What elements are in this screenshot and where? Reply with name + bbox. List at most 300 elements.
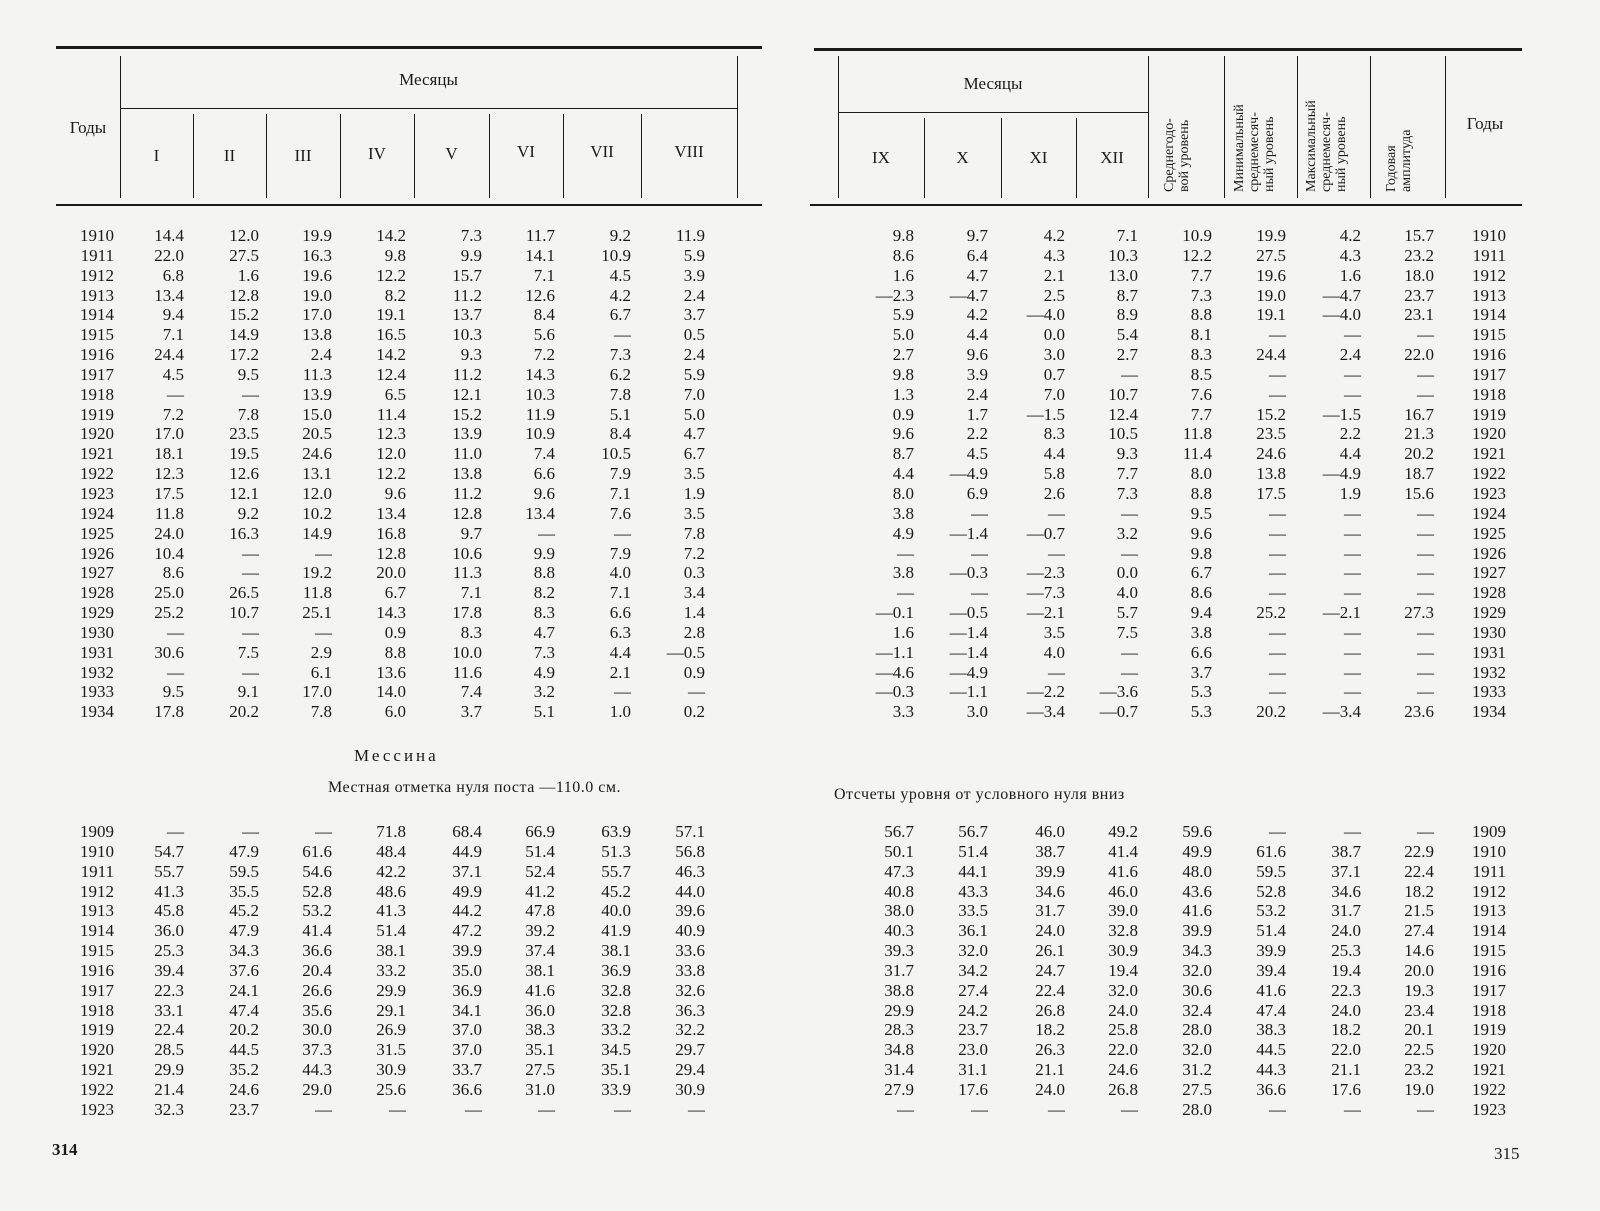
table-cell: 12.2 bbox=[376, 265, 406, 285]
table-cell: 17.6 bbox=[1331, 1079, 1361, 1099]
table-cell: 7.1 bbox=[1116, 226, 1138, 245]
table-cell: 1921 bbox=[1472, 444, 1506, 464]
table-cell: — bbox=[1344, 622, 1361, 642]
table-cell: 19.4 bbox=[1108, 960, 1138, 980]
table-cell: 5.0 bbox=[892, 325, 914, 345]
table-cell: 3.0 bbox=[966, 702, 988, 722]
table-cell: 9.6 bbox=[966, 345, 988, 365]
table-cell: 39.4 bbox=[154, 960, 184, 980]
table-cell: 27.3 bbox=[1404, 603, 1434, 623]
table-cell: 3.8 bbox=[892, 563, 914, 583]
table-cell: 35.0 bbox=[452, 960, 482, 980]
table-cell: 33.9 bbox=[601, 1079, 631, 1099]
table-cell: 0.0 bbox=[1043, 325, 1065, 345]
table-cell: 1909 bbox=[1472, 822, 1506, 841]
table-cell: 19.4 bbox=[1331, 960, 1361, 980]
table-cell: 17.8 bbox=[154, 702, 184, 722]
table-cell: 1915 bbox=[1472, 325, 1506, 345]
min-level-column bbox=[1224, 822, 1286, 1120]
months-underline bbox=[838, 112, 1148, 113]
table-cell: 4.7 bbox=[683, 424, 705, 444]
table-cell: 47.2 bbox=[452, 921, 482, 941]
table-cell: 4.4 bbox=[966, 325, 988, 345]
table-cell: 9.8 bbox=[892, 364, 914, 384]
table-cell: 10.6 bbox=[452, 543, 482, 563]
month-column bbox=[414, 822, 482, 1120]
table-cell: 26.5 bbox=[229, 583, 259, 603]
table-cell: 39.9 bbox=[452, 941, 482, 961]
months-header: Месяцы bbox=[963, 74, 1023, 93]
table-cell: 2.4 bbox=[966, 384, 988, 404]
table-cell: 32.0 bbox=[1182, 1040, 1212, 1060]
table-cell: 1920 bbox=[80, 1040, 114, 1060]
table-cell: 35.5 bbox=[229, 881, 259, 901]
table-cell: 1923 bbox=[1472, 1099, 1506, 1119]
table-cell: 5.9 bbox=[683, 245, 705, 265]
table-cell: 24.0 bbox=[1035, 921, 1065, 941]
table-cell: 1.3 bbox=[892, 384, 914, 404]
table-cell: — bbox=[1344, 1099, 1361, 1119]
table-cell: 3.4 bbox=[683, 583, 705, 603]
table-cell: — bbox=[315, 1099, 332, 1119]
table-cell: 6.6 bbox=[533, 464, 555, 484]
table-cell: — bbox=[1344, 662, 1361, 682]
table-cell: 8.0 bbox=[892, 483, 914, 503]
table-cell: 36.0 bbox=[154, 921, 184, 941]
table-cell: 10.9 bbox=[1182, 226, 1212, 245]
table-cell: 19.9 bbox=[1256, 226, 1286, 245]
month-column bbox=[1001, 226, 1065, 722]
table-cell: 36.0 bbox=[525, 1000, 555, 1020]
table-cell: 20.0 bbox=[376, 563, 406, 583]
table-cell: — bbox=[614, 682, 631, 702]
table-cell: 3.5 bbox=[683, 503, 705, 523]
table-cell: 1917 bbox=[1472, 980, 1506, 1000]
table-cell: 26.8 bbox=[1108, 1079, 1138, 1099]
table-cell: 7.1 bbox=[460, 583, 482, 603]
table-cell: —2.1 bbox=[1026, 603, 1065, 623]
col-divider bbox=[1297, 56, 1298, 198]
mean-level-column bbox=[1148, 822, 1212, 1120]
table-cell: 11.8 bbox=[1182, 424, 1212, 444]
table-cell: 4.4 bbox=[1043, 444, 1065, 464]
table-cell: 44.0 bbox=[675, 881, 705, 901]
table-cell: 20.2 bbox=[1404, 444, 1434, 464]
table-cell: 8.3 bbox=[460, 622, 482, 642]
month-column bbox=[193, 226, 259, 722]
table-cell: 15.2 bbox=[452, 404, 482, 424]
table-cell: 24.4 bbox=[154, 345, 184, 365]
table-cell: 29.7 bbox=[675, 1040, 705, 1060]
table-cell: 1912 bbox=[1472, 265, 1506, 285]
table-cell: 41.3 bbox=[376, 901, 406, 921]
table-cell: 43.6 bbox=[1182, 881, 1212, 901]
table-cell: 25.3 bbox=[154, 941, 184, 961]
table-cell: 14.2 bbox=[376, 226, 406, 245]
table-cell: 37.1 bbox=[452, 861, 482, 881]
table-cell: —4.0 bbox=[1322, 305, 1361, 325]
table-cell: 4.0 bbox=[609, 563, 631, 583]
table-cell: 32.8 bbox=[1108, 921, 1138, 941]
table-cell: — bbox=[1344, 364, 1361, 384]
table-cell: 23.6 bbox=[1404, 702, 1434, 722]
table-cell: —0.5 bbox=[666, 642, 705, 662]
table-cell: 9.2 bbox=[609, 226, 631, 245]
table-cell: 33.1 bbox=[154, 1000, 184, 1020]
table-cell: 1915 bbox=[80, 941, 114, 961]
table-cell: 3.9 bbox=[966, 364, 988, 384]
mean-level-header: Среднегодо- вой уровень bbox=[1162, 118, 1192, 192]
table-cell: 32.8 bbox=[601, 980, 631, 1000]
header-bottom-rule bbox=[810, 204, 1522, 206]
table-cell: 22.4 bbox=[1404, 861, 1434, 881]
table-cell: 13.7 bbox=[452, 305, 482, 325]
table-cell: 6.5 bbox=[384, 384, 406, 404]
table-cell: 23.1 bbox=[1404, 305, 1434, 325]
table-cell: 1927 bbox=[1472, 563, 1506, 583]
table-cell: — bbox=[167, 662, 184, 682]
table-cell: 1916 bbox=[80, 960, 114, 980]
table-cell: 17.0 bbox=[302, 682, 332, 702]
table-cell: 51.4 bbox=[525, 841, 555, 861]
table-cell: —3.4 bbox=[1322, 702, 1361, 722]
table-cell: 5.0 bbox=[683, 404, 705, 424]
table-cell: 22.4 bbox=[154, 1020, 184, 1040]
table-cell: 15.6 bbox=[1404, 483, 1434, 503]
table-cell: —1.5 bbox=[1322, 404, 1361, 424]
table-cell: 17.5 bbox=[154, 483, 184, 503]
table-cell: 24.6 bbox=[1256, 444, 1286, 464]
table-cell: 12.4 bbox=[376, 364, 406, 384]
table-cell: 1918 bbox=[1472, 1000, 1506, 1020]
table-cell: 9.4 bbox=[1190, 603, 1212, 623]
table-cell: — bbox=[1269, 682, 1286, 702]
table-cell: 8.7 bbox=[892, 444, 914, 464]
table-cell: 1913 bbox=[80, 901, 114, 921]
table-cell: 18.0 bbox=[1404, 265, 1434, 285]
table-cell: 23.7 bbox=[958, 1020, 988, 1040]
table-cell: — bbox=[1121, 642, 1138, 662]
table-cell: 27.4 bbox=[1404, 921, 1434, 941]
table-cell: 1.9 bbox=[1339, 483, 1361, 503]
table-cell: 1.7 bbox=[966, 404, 988, 424]
table-cell: 32.0 bbox=[1182, 960, 1212, 980]
table-cell: 34.6 bbox=[1035, 881, 1065, 901]
table-cell: 1919 bbox=[1472, 1020, 1506, 1040]
table-cell: 4.5 bbox=[609, 265, 631, 285]
table-cell: 31.7 bbox=[1331, 901, 1361, 921]
table-cell: 13.4 bbox=[154, 285, 184, 305]
table-cell: 33.2 bbox=[376, 960, 406, 980]
table-cell: 13.4 bbox=[376, 503, 406, 523]
table-cell: 51.3 bbox=[601, 841, 631, 861]
table-cell: 13.8 bbox=[302, 325, 332, 345]
table-cell: 9.2 bbox=[237, 503, 259, 523]
table-cell: 19.0 bbox=[302, 285, 332, 305]
table-cell: 1919 bbox=[80, 1020, 114, 1040]
table-cell: 39.4 bbox=[1256, 960, 1286, 980]
table-cell: 1931 bbox=[1472, 642, 1506, 662]
table-cell: 8.2 bbox=[533, 583, 555, 603]
table-cell: 8.3 bbox=[1043, 424, 1065, 444]
table-cell: 44.5 bbox=[1256, 1040, 1286, 1060]
table-cell: —2.3 bbox=[1026, 563, 1065, 583]
table-cell: 16.7 bbox=[1404, 404, 1434, 424]
table-cell: 29.4 bbox=[675, 1060, 705, 1080]
table-cell: 3.5 bbox=[1043, 622, 1065, 642]
table-cell: 39.6 bbox=[675, 901, 705, 921]
table-cell: 47.3 bbox=[884, 861, 914, 881]
month-column bbox=[266, 226, 332, 722]
month-header-VIII: VIII bbox=[674, 142, 704, 161]
table-cell: 1915 bbox=[1472, 941, 1506, 961]
table-cell: — bbox=[242, 543, 259, 563]
table-cell: 11.8 bbox=[154, 503, 184, 523]
table-top-rule bbox=[814, 48, 1522, 51]
table-cell: 28.3 bbox=[884, 1020, 914, 1040]
table-cell: 2.5 bbox=[1043, 285, 1065, 305]
table-cell: 16.5 bbox=[376, 325, 406, 345]
table-cell: 3.7 bbox=[1190, 662, 1212, 682]
table-cell: —2.1 bbox=[1322, 603, 1361, 623]
months-header: Месяцы bbox=[399, 70, 458, 89]
table-cell: 12.1 bbox=[229, 483, 259, 503]
table-cell: 22.0 bbox=[1404, 345, 1434, 365]
table-cell: 1934 bbox=[1472, 702, 1506, 722]
table-cell: 3.8 bbox=[892, 503, 914, 523]
table-cell: 10.5 bbox=[1108, 424, 1138, 444]
table-cell: — bbox=[614, 1099, 631, 1119]
table-cell: 1924 bbox=[80, 503, 114, 523]
table-cell: —4.7 bbox=[1322, 285, 1361, 305]
table-cell: 33.2 bbox=[601, 1020, 631, 1040]
table-cell: 26.1 bbox=[1035, 941, 1065, 961]
month-column bbox=[840, 822, 914, 1120]
table-cell: 8.6 bbox=[1190, 583, 1212, 603]
amplitude-header: Годовая амплитуда bbox=[1384, 129, 1414, 192]
table-cell: 23.5 bbox=[1256, 424, 1286, 444]
month-column bbox=[193, 822, 259, 1120]
table-cell: 17.5 bbox=[1256, 483, 1286, 503]
table-cell: 8.0 bbox=[1190, 464, 1212, 484]
table-cell: 1924 bbox=[1472, 503, 1506, 523]
table-cell: 17.0 bbox=[302, 305, 332, 325]
table-cell: 24.0 bbox=[154, 523, 184, 543]
month-header-III: III bbox=[294, 146, 312, 165]
datum-note: Местная отметка нуля поста —110.0 см. bbox=[328, 779, 621, 796]
table-cell: 24.6 bbox=[229, 1079, 259, 1099]
table-cell: 1930 bbox=[80, 622, 114, 642]
table-cell: 23.2 bbox=[1404, 1060, 1434, 1080]
table-cell: 31.5 bbox=[376, 1040, 406, 1060]
table-cell: 20.2 bbox=[229, 702, 259, 722]
table-cell: 5.1 bbox=[609, 404, 631, 424]
table-cell: 24.1 bbox=[229, 980, 259, 1000]
table-cell: 33.5 bbox=[958, 901, 988, 921]
table-cell: —4.6 bbox=[875, 662, 914, 682]
table-cell: — bbox=[1344, 523, 1361, 543]
table-cell: 1925 bbox=[80, 523, 114, 543]
table-cell: 23.0 bbox=[958, 1040, 988, 1060]
table-cell: 1917 bbox=[80, 980, 114, 1000]
table-cell: — bbox=[1269, 1099, 1286, 1119]
table-cell: 2.1 bbox=[1043, 265, 1065, 285]
table-cell: 7.5 bbox=[237, 642, 259, 662]
table-cell: 24.6 bbox=[1108, 1060, 1138, 1080]
table-cell: 10.7 bbox=[1108, 384, 1138, 404]
table-cell: 16.3 bbox=[302, 245, 332, 265]
table-cell: — bbox=[1344, 543, 1361, 563]
table-cell: 26.8 bbox=[1035, 1000, 1065, 1020]
table-cell: 1917 bbox=[80, 364, 114, 384]
table-cell: 7.3 bbox=[1190, 285, 1212, 305]
table-cell: 14.4 bbox=[154, 226, 184, 245]
table-cell: — bbox=[1417, 662, 1434, 682]
table-cell: 5.8 bbox=[1043, 464, 1065, 484]
table-cell: 4.4 bbox=[609, 642, 631, 662]
month-column bbox=[340, 822, 406, 1120]
table-cell: 15.2 bbox=[229, 305, 259, 325]
table-cell: 1922 bbox=[80, 464, 114, 484]
table-cell: 9.8 bbox=[1190, 543, 1212, 563]
table-cell: 8.4 bbox=[609, 424, 631, 444]
month-header-IX: IX bbox=[872, 148, 890, 167]
table-cell: 1925 bbox=[1472, 523, 1506, 543]
table-cell: 36.6 bbox=[302, 941, 332, 961]
col-divider bbox=[1148, 56, 1149, 198]
table-cell: 51.4 bbox=[376, 921, 406, 941]
table-cell: 4.9 bbox=[892, 523, 914, 543]
col-divider bbox=[737, 56, 738, 198]
table-cell: 20.4 bbox=[302, 960, 332, 980]
table-cell: 34.8 bbox=[884, 1040, 914, 1060]
table-cell: 44.5 bbox=[229, 1040, 259, 1060]
table-cell: 9.6 bbox=[892, 424, 914, 444]
table-cell: —7.3 bbox=[1026, 583, 1065, 603]
table-cell: —0.3 bbox=[875, 682, 914, 702]
table-cell: 34.2 bbox=[958, 960, 988, 980]
table-cell: 36.9 bbox=[601, 960, 631, 980]
table-cell: 6.8 bbox=[162, 265, 184, 285]
table-cell: — bbox=[1417, 1099, 1434, 1119]
table-cell: — bbox=[1269, 563, 1286, 583]
table-cell: — bbox=[1417, 364, 1434, 384]
table-cell: — bbox=[1417, 543, 1434, 563]
table-cell: 23.5 bbox=[229, 424, 259, 444]
table-cell: 4.2 bbox=[966, 305, 988, 325]
table-cell: 41.4 bbox=[302, 921, 332, 941]
table-cell: 39.9 bbox=[1182, 921, 1212, 941]
years-column bbox=[1450, 226, 1506, 722]
table-cell: 9.7 bbox=[460, 523, 482, 543]
table-cell: 3.8 bbox=[1190, 622, 1212, 642]
table-cell: — bbox=[897, 543, 914, 563]
table-cell: 38.1 bbox=[376, 941, 406, 961]
table-cell: 1920 bbox=[80, 424, 114, 444]
table-cell: 1934 bbox=[80, 702, 114, 722]
table-cell: 2.7 bbox=[892, 345, 914, 365]
table-cell: 2.4 bbox=[310, 345, 332, 365]
table-cell: 31.0 bbox=[525, 1079, 555, 1099]
table-cell: 2.2 bbox=[1339, 424, 1361, 444]
table-cell: — bbox=[1417, 523, 1434, 543]
table-cell: 47.4 bbox=[229, 1000, 259, 1020]
table-cell: — bbox=[1344, 822, 1361, 841]
table-cell: 17.6 bbox=[958, 1079, 988, 1099]
table-cell: —0.7 bbox=[1026, 523, 1065, 543]
month-header-XI: XI bbox=[1029, 148, 1048, 167]
table-cell: 22.9 bbox=[1404, 841, 1434, 861]
table-cell: 1921 bbox=[1472, 1060, 1506, 1080]
table-cell: 3.3 bbox=[892, 702, 914, 722]
table-cell: 1929 bbox=[80, 603, 114, 623]
month-header-VI: VI bbox=[517, 142, 535, 161]
table-cell: 44.3 bbox=[302, 1060, 332, 1080]
table-cell: —1.5 bbox=[1026, 404, 1065, 424]
table-cell: 13.1 bbox=[302, 464, 332, 484]
table-cell: 15.7 bbox=[452, 265, 482, 285]
table-cell: 56.7 bbox=[884, 822, 914, 841]
table-cell: 10.9 bbox=[525, 424, 555, 444]
table-cell: — bbox=[167, 622, 184, 642]
table-cell: — bbox=[614, 325, 631, 345]
table-cell: 6.2 bbox=[609, 364, 631, 384]
table-cell: — bbox=[242, 662, 259, 682]
table-cell: 1911 bbox=[1472, 861, 1506, 881]
month-column bbox=[924, 226, 988, 722]
table-cell: 1914 bbox=[80, 921, 114, 941]
table-cell: 8.6 bbox=[892, 245, 914, 265]
table-cell: 1918 bbox=[80, 384, 114, 404]
table-cell: 40.8 bbox=[884, 881, 914, 901]
table-cell: 14.6 bbox=[1404, 941, 1434, 961]
table-cell: 37.1 bbox=[1331, 861, 1361, 881]
years-column bbox=[60, 822, 114, 1120]
table-cell: 12.0 bbox=[376, 444, 406, 464]
table-cell: 32.0 bbox=[958, 941, 988, 961]
table-cell: 8.5 bbox=[1190, 364, 1212, 384]
table-cell: —4.0 bbox=[1026, 305, 1065, 325]
table-cell: — bbox=[688, 682, 705, 702]
table-cell: 30.9 bbox=[675, 1079, 705, 1099]
table-cell: 54.6 bbox=[302, 861, 332, 881]
table-cell: —1.1 bbox=[875, 642, 914, 662]
table-cell: 1917 bbox=[1472, 364, 1506, 384]
table-cell: 1916 bbox=[1472, 345, 1506, 365]
table-cell: 14.9 bbox=[229, 325, 259, 345]
table-cell: 41.2 bbox=[525, 881, 555, 901]
table-cell: 1914 bbox=[1472, 305, 1506, 325]
table-cell: 19.9 bbox=[302, 226, 332, 245]
table-cell: —0.7 bbox=[1099, 702, 1138, 722]
table-cell: — bbox=[897, 583, 914, 603]
table-cell: 11.9 bbox=[525, 404, 555, 424]
table-cell: — bbox=[1417, 822, 1434, 841]
table-cell: 11.8 bbox=[302, 583, 332, 603]
table-cell: — bbox=[389, 1099, 406, 1119]
table-cell: 1912 bbox=[1472, 881, 1506, 901]
table-cell: 9.5 bbox=[1190, 503, 1212, 523]
table-cell: — bbox=[1269, 583, 1286, 603]
table-cell: 68.4 bbox=[452, 822, 482, 841]
table-cell: 49.9 bbox=[452, 881, 482, 901]
table-cell: 1918 bbox=[1472, 384, 1506, 404]
table-cell: — bbox=[1121, 364, 1138, 384]
table-cell: —0.5 bbox=[949, 603, 988, 623]
table-cell: 28.0 bbox=[1182, 1020, 1212, 1040]
table-cell: 7.4 bbox=[460, 682, 482, 702]
table-cell: 51.4 bbox=[1256, 921, 1286, 941]
